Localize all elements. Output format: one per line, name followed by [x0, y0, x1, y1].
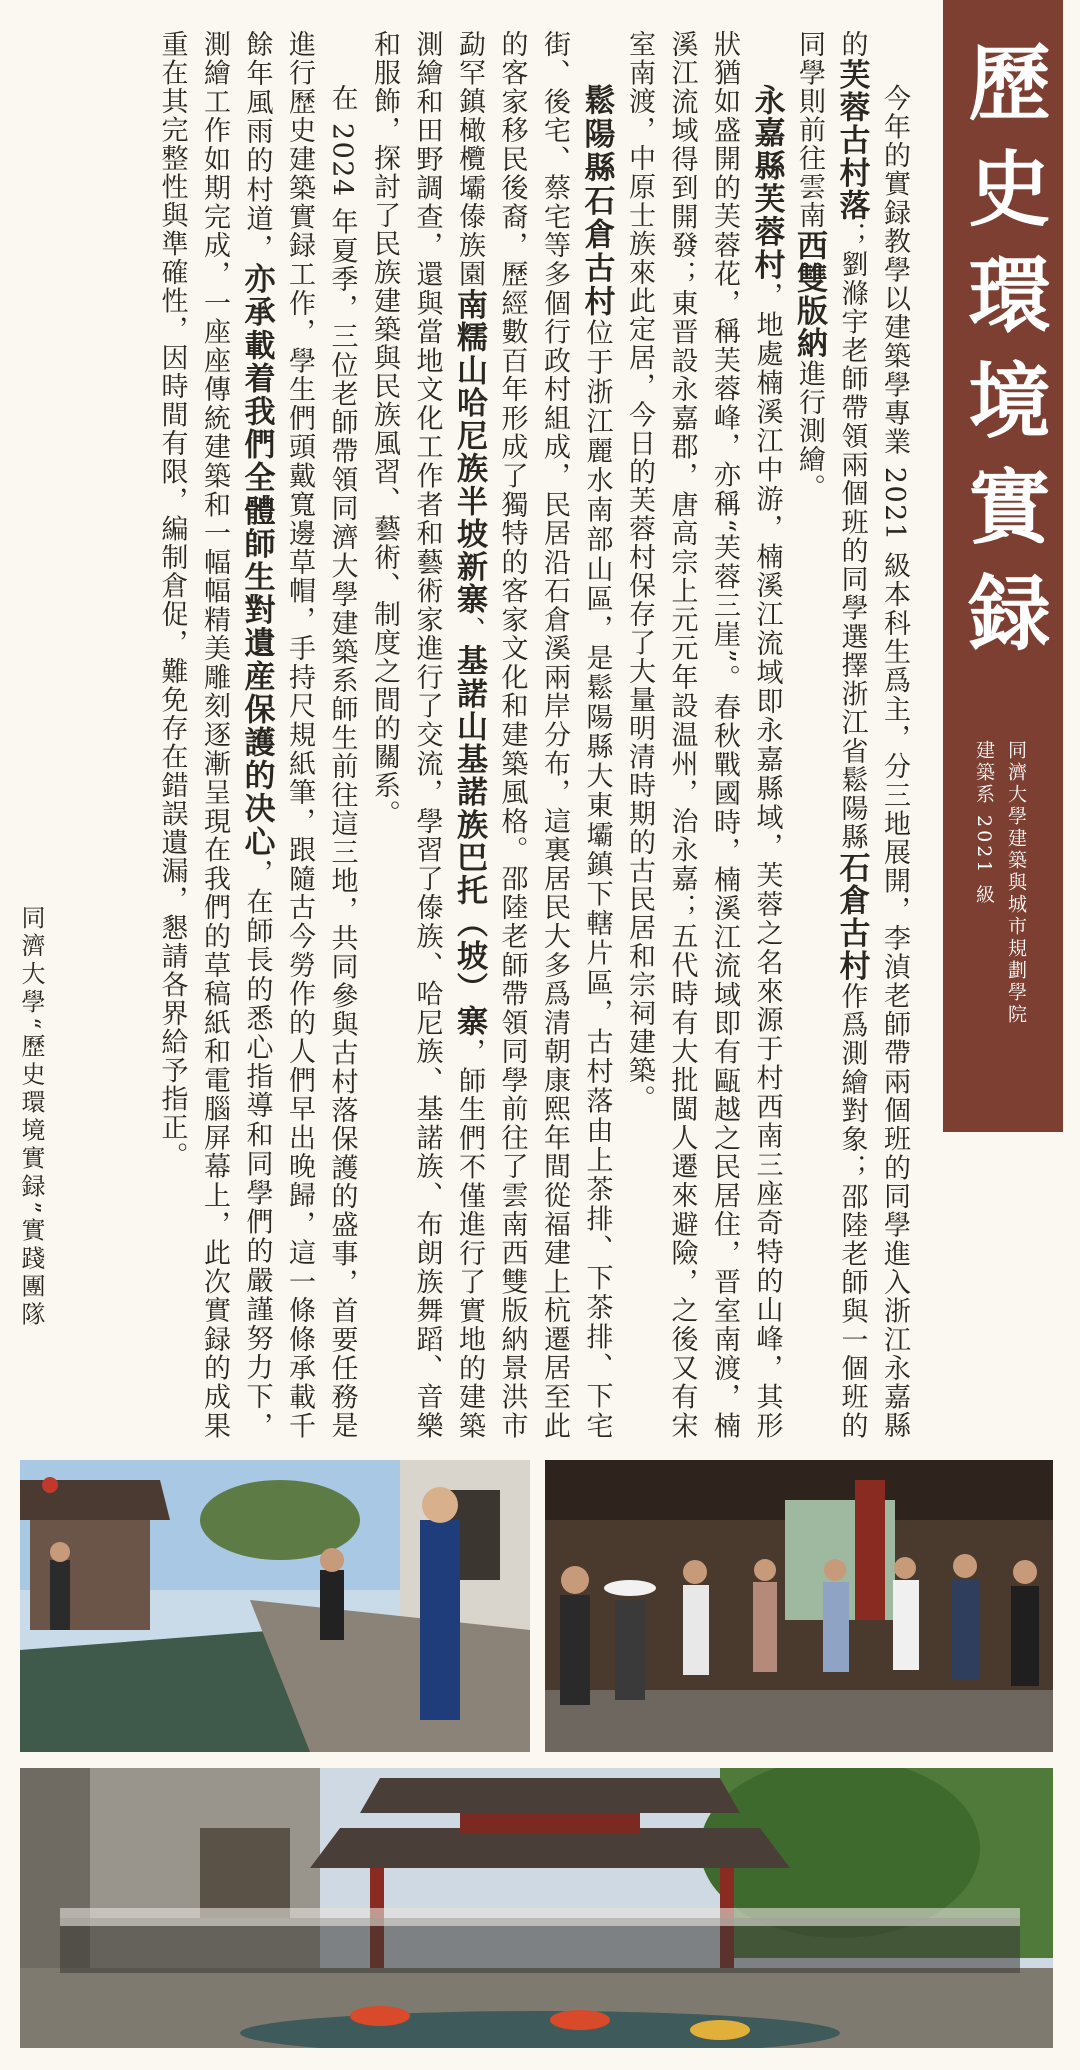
- photo-pond-group: [20, 1460, 530, 1752]
- photo-pavilion-group: [20, 1768, 1053, 2048]
- banner-title: 歷史環境實録: [955, 40, 1051, 676]
- paragraph-furong: 永嘉縣芙蓉村，地處楠溪江中游，楠溪江流域即永嘉縣域，芙蓉之名來源于村西南三座奇特的山峰，其形狀猶如盛開的芙蓉花，稱芙蓉峰，亦稱“芙蓉三崖”。春秋戰國時，楠溪江流域即有甌越之民居住，晋室南渡，楠溪江流域得到開發；東晋設永嘉郡，唐高宗上元元年設温州，治永嘉；五代時有大批閩人遷來避險，之後又有宋室南渡，中原士族來此定居，今日的芙蓉村保存了大量明清時期的古民居和宗祠建築。: [624, 30, 785, 1441]
- paragraph-summary: 在 2024 年夏季，三位老師帶領同濟大學建築系師生前往這三地，共同參與古村落保護的盛事，首要任務是進行歷史建築實録工作，學生們頭戴寬邊草帽，手持尺規紙筆，跟隨古今勞作的人們早出晚歸，這一條條承載千餘年風雨的村道，亦承載着我們全體師生對遺産保護的决心，在師長的悉心指導和同學們的嚴謹努力下，測繪工作如期完成，一座座傳統建築和一幅幅精美雕刻逐漸呈現在我們的草稿紙和電腦屏幕上，此次實録的成果重在其完整性與準確性，因時間有限，編制倉促，難免存在錯誤遺漏，懇請各界給予指正。: [156, 30, 358, 1441]
- banner-subtitle-class: 建築系 2021 級: [973, 740, 995, 907]
- paragraph-intro: 今年的實録教學以建築學專業 2021 級本科生爲主，分三地展開，李湞老師帶兩個班的同學進入浙江永嘉縣的芙蓉古村落；劉滌宇老師帶領兩個班的同學選擇浙江省鬆陽縣石倉古村作爲測繪對象；邵陸老師與一個班的同學則前往雲南西雙版納進行測繪。: [791, 30, 910, 1441]
- banner-subtitle-school: 同濟大學建築與城市規劃學院: [1005, 740, 1027, 1026]
- paragraph-shicang: 鬆陽縣石倉古村位于浙江麗水南部山區，是鬆陽縣大東壩鎮下轄片區，古村落由上茶排、下茶排、下宅街、後宅、蔡宅等多個行政村組成，民居沿石倉溪兩岸分布，這裏居民大多爲清朝康熙年間從福建上杭遷居至此的客家移民後裔，歷經數百年形成了獨特的客家文化和建築風格。邵陸老師帶領同學前往了雲南西雙版納景洪市勐罕鎮橄欖壩傣族園南糯山哈尼族半坡新寨、基諾山基諾族巴托（坡）寨，師生們不僅進行了實地的建築測繪和田野調查，還與當地文化工作者和藝術家進行了交流，學習了傣族、哈尼族、基諾族、布朗族舞蹈、音樂和服飾，探討了民族建築與民族風習、藝術、制度之間的關系。: [369, 30, 615, 1441]
- article-body: [60, 30, 915, 1440]
- title-banner: [943, 0, 1063, 1132]
- signature: 同濟大學“歷史環境實録”實踐團隊: [17, 905, 45, 1330]
- photo-hall-group: [545, 1460, 1053, 1752]
